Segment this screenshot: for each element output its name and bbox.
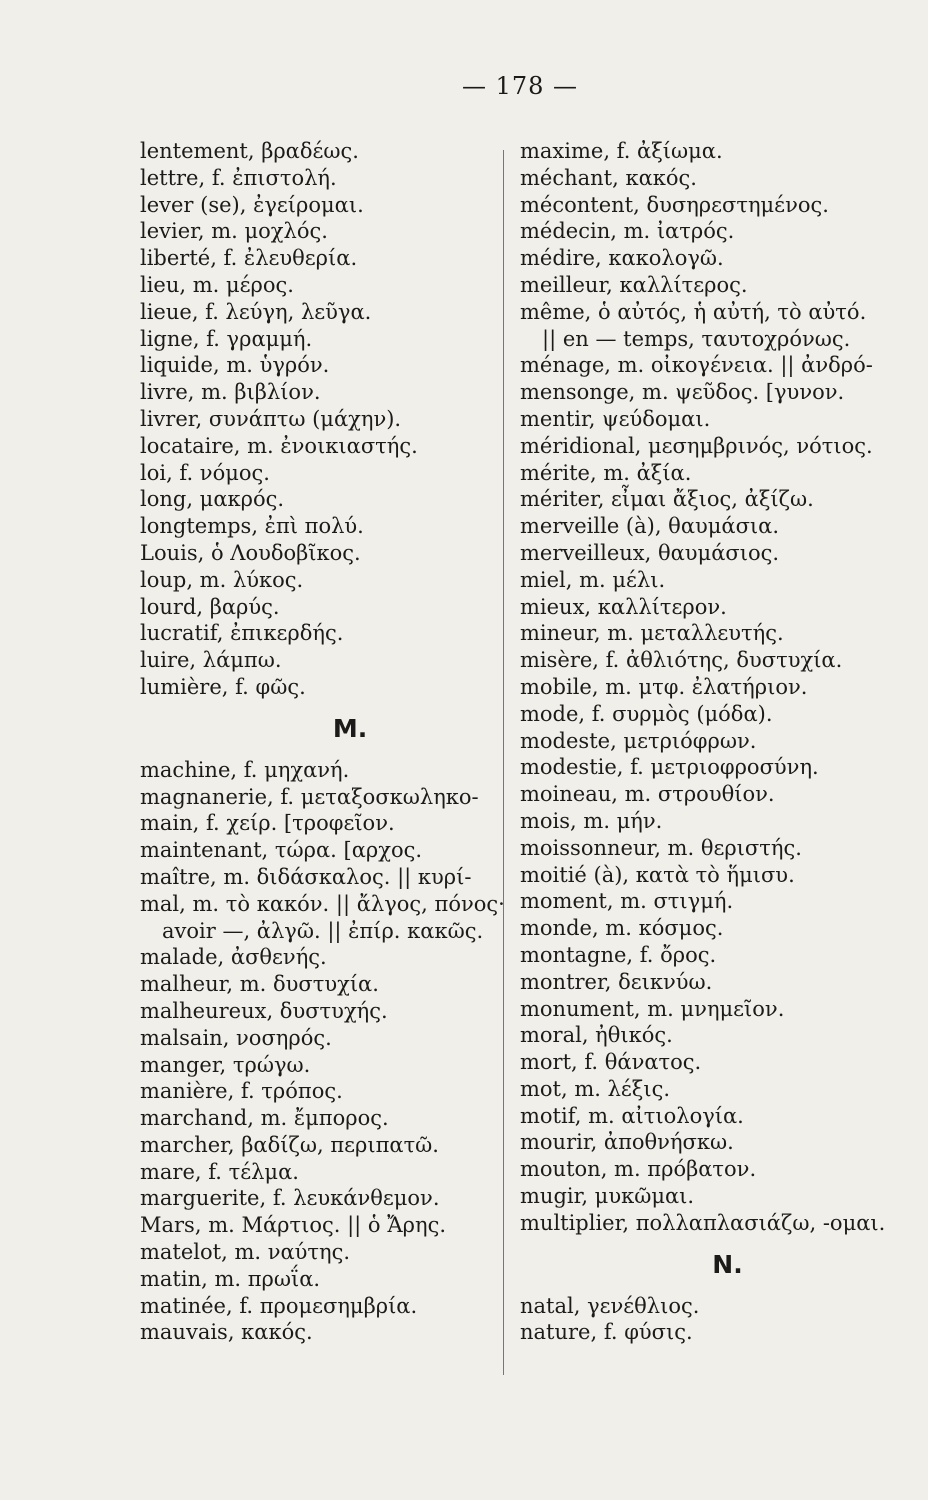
dictionary-entry: montagne, f. ὄρος.	[520, 942, 717, 967]
dictionary-entry: marcher, βαδίζω, περιπατῶ.	[140, 1132, 439, 1157]
dictionary-entry: malsain, νοσηρός.	[140, 1025, 332, 1050]
dictionary-entry: levier, m. μοχλός.	[140, 219, 328, 244]
left-entries-m	[140, 757, 520, 1347]
dictionary-entry: motif, m. αἰτιολογία.	[520, 1103, 744, 1128]
dictionary-entry: monde, m. κόσμος.	[520, 916, 724, 941]
dictionary-entry: maintenant, τώρα. [αρχος.	[140, 838, 423, 863]
dictionary-entry: malade, ἀσθενής.	[140, 945, 327, 970]
dictionary-entry: loi, f. νόμος.	[140, 460, 270, 485]
dictionary-entry: marchand, m. ἔμπορος.	[140, 1106, 389, 1131]
dictionary-entry: méridional, μεσημβρινός, νότιος.	[520, 433, 873, 458]
dictionary-entry: matinée, f. προμεσημβρία.	[140, 1293, 418, 1318]
dictionary-entry: marguerite, f. λευκάνθεμον.	[140, 1186, 440, 1211]
dictionary-entry: liberté, f. ἐλευθερία.	[140, 246, 358, 271]
dictionary-entry: avoir —, ἀλγῶ. || ἐπίρ. κακῶς.	[162, 918, 484, 943]
dictionary-entry: mot, m. λέξις.	[520, 1076, 671, 1101]
dictionary-entry: meilleur, καλλίτερος.	[520, 272, 748, 297]
dictionary-entry: méchant, κακός.	[520, 165, 697, 190]
dictionary-entry: lever (se), ἐγείρομαι.	[140, 192, 364, 217]
dictionary-entry: mentir, ψεύδομαι.	[520, 406, 711, 431]
right-entries-n	[520, 1293, 895, 1347]
dictionary-entry: lieue, f. λεύγη, λεῦγα.	[140, 299, 372, 324]
dictionary-entry: lettre, f. ἐπιστολή.	[140, 165, 337, 190]
dictionary-entry: mineur, m. μεταλλευτής.	[520, 621, 784, 646]
section-heading-m: M.	[332, 713, 368, 743]
dictionary-entry: mort, f. θάνατος.	[520, 1050, 702, 1075]
dictionary-entry: malheur, m. δυστυχία.	[140, 972, 379, 997]
dictionary-entry: mare, f. τέλμα.	[140, 1159, 299, 1184]
dictionary-entry: moitié (à), κατὰ τὸ ἥμισυ.	[520, 862, 795, 887]
dictionary-entry: lucratif, ἐπικερδής.	[140, 621, 344, 646]
dictionary-entry: lentement, βραδέως.	[140, 139, 359, 163]
dictionary-entry: modeste, μετριόφρων.	[520, 728, 757, 753]
dictionary-entry: lieu, m. μέρος.	[140, 272, 294, 297]
dictionary-entry: maxime, f. ἀξίωμα.	[520, 139, 723, 163]
dictionary-entry: montrer, δεικνύω.	[520, 969, 713, 994]
dictionary-entry: mois, m. μήν.	[520, 808, 663, 833]
dictionary-entry: monument, m. μνημεῖον.	[520, 996, 785, 1021]
dictionary-entry: magnanerie, f. μεταξοσκωληκο-	[140, 784, 479, 809]
dictionary-entry: mauvais, κακός.	[140, 1320, 313, 1345]
dictionary-entry: long, μακρός.	[140, 487, 285, 512]
dictionary-entry: mal, m. τὸ κακόν. || ἄλγος, πόνος·	[140, 891, 505, 916]
dictionary-entry: mode, f. συρμὸς (μόδα).	[520, 701, 773, 726]
dictionary-entry: manière, f. τρόπος.	[140, 1079, 343, 1104]
dictionary-entry: maître, m. διδάσκαλος. || κυρί-	[140, 864, 472, 889]
dictionary-entry: Mars, m. Μάρτιος. || ὁ Ἄρης.	[140, 1213, 447, 1238]
dictionary-entry: locataire, m. ἐνοικιαστής.	[140, 433, 418, 458]
dictionary-entry: ménage, m. οἰκογένεια. || ἀνδρό-	[520, 353, 873, 378]
dictionary-entry: même, ὁ αὐτός, ἡ αὐτή, τὸ αὐτό.	[520, 299, 867, 324]
dictionary-entry: mériter, εἶμαι ἄξιος, ἀξίζω.	[520, 487, 814, 512]
dictionary-entry: merveille (à), θαυμάσια.	[520, 514, 780, 539]
dictionary-entry: livrer, συνάπτω (μάχην).	[140, 406, 402, 431]
section-heading-n: N.	[712, 1249, 743, 1279]
dictionary-entry: || en — temps, ταυτοχρόνως.	[542, 326, 851, 351]
dictionary-entry: liquide, m. ὑγρόν.	[140, 353, 330, 378]
right-column	[520, 138, 895, 1346]
dictionary-entry: manger, τρώγω.	[140, 1052, 311, 1077]
dictionary-entry: matin, m. πρωΐα.	[140, 1266, 321, 1291]
dictionary-entry: luire, λάμπω.	[140, 648, 282, 673]
dictionary-entry: moral, ἠθικός.	[520, 1023, 673, 1048]
dictionary-entry: modestie, f. μετριοφροσύνη.	[520, 755, 819, 780]
dictionary-entry: ligne, f. γραμμή.	[140, 326, 313, 351]
dictionary-entry: mobile, m. μτφ. ἐλατήριον.	[520, 674, 808, 699]
left-column	[140, 138, 520, 1346]
dictionary-entry: miel, m. μέλι.	[520, 567, 666, 592]
dictionary-entry: mugir, μυκῶμαι.	[520, 1184, 695, 1209]
dictionary-entry: mourir, ἀποθνήσκω.	[520, 1130, 734, 1155]
dictionary-entry: multiplier, πολλαπλασιάζω, -ομαι.	[520, 1210, 886, 1235]
dictionary-entry: machine, f. μηχανή.	[140, 757, 350, 782]
dictionary-entry: Louis, ὁ Λουδοβῖκος.	[140, 540, 361, 565]
dictionary-entry: loup, m. λύκος.	[140, 567, 304, 592]
dictionary-entry: merveilleux, θαυμάσιος.	[520, 540, 780, 565]
dictionary-entry: médire, κακολογῶ.	[520, 246, 724, 271]
dictionary-entry: longtemps, ἐπὶ πολύ.	[140, 514, 364, 539]
dictionary-entry: médecin, m. ἰατρός.	[520, 219, 735, 244]
dictionary-entry: main, f. χείρ. [τροφεῖον.	[140, 811, 395, 836]
dictionary-entry: misère, f. ἀθλιότης, δυστυχία.	[520, 648, 843, 673]
dictionary-entry: moineau, m. στρουθίον.	[520, 782, 775, 807]
right-entries-m	[520, 138, 895, 1237]
dictionary-entry: mérite, m. ἀξία.	[520, 460, 692, 485]
dictionary-entry: mouton, m. πρόβατον.	[520, 1157, 757, 1182]
dictionary-entry: malheureux, δυστυχής.	[140, 998, 388, 1023]
dictionary-entry: moissonneur, m. θεριστής.	[520, 835, 802, 860]
dictionary-entry: mensonge, m. ψεῦδος. [γυνον.	[520, 380, 845, 405]
dictionary-entry: mécontent, δυσηρεστημένος.	[520, 192, 829, 217]
dictionary-entry: lumière, f. φῶς.	[140, 674, 306, 699]
dictionary-entry: matelot, m. ναύτης.	[140, 1240, 351, 1265]
page-number: — 178 —	[461, 72, 579, 100]
dictionary-entry: mieux, καλλίτερον.	[520, 594, 727, 619]
dictionary-entry: moment, m. στιγμή.	[520, 889, 734, 914]
dictionary-entry: nature, f. φύσις.	[520, 1320, 693, 1345]
dictionary-entry: lourd, βαρύς.	[140, 594, 280, 619]
left-entries-l	[140, 138, 520, 701]
dictionary-entry: natal, γενέθλιος.	[520, 1293, 700, 1318]
dictionary-entry: livre, m. βιβλίον.	[140, 380, 321, 405]
